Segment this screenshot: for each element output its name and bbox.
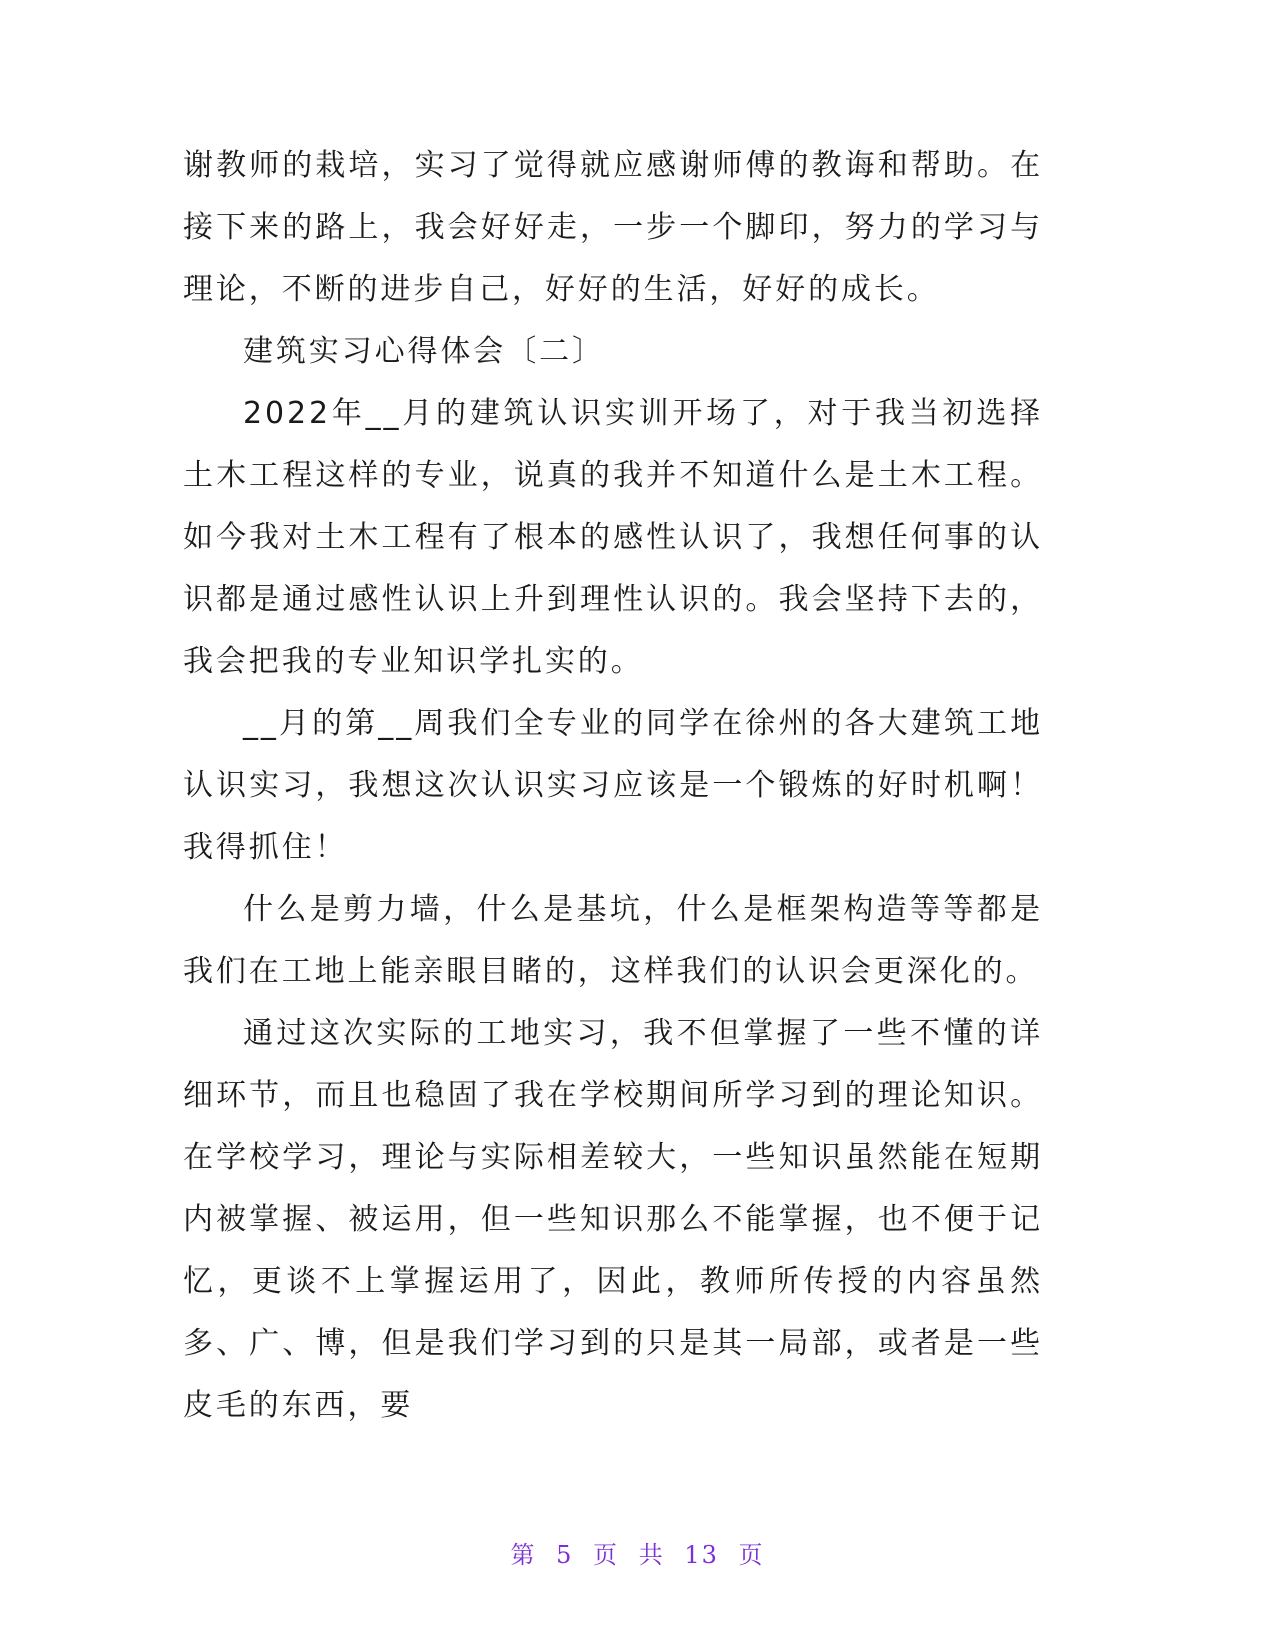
footer-current-page: 5 xyxy=(556,1541,574,1569)
footer-total-pages: 13 xyxy=(684,1541,719,1569)
paragraph-continuation: 谢教师的栽培，实习了觉得就应感谢师傅的教诲和帮助。在接下来的路上，我会好好走，一步一个脚印，努力的学习与理论，不断的进步自己，好好的生活，好好的成长。 xyxy=(183,148,1043,307)
paragraph: __月的第__周我们全专业的同学在徐州的各大建筑工地认识实习，我想这次认识实习应该是一个锻炼的好时机啊！我得抓住！ xyxy=(183,706,1043,865)
paragraph: 2022年__月的建筑认识实训开场了，对于我当初选择土木工程这样的专业，说真的我并不知道什么是土木工程。如今我对土木工程有了根本的感性认识了，我想任何事的认识都是通过感性认识上升到理性认识的。我会坚持下去的，我会把我的专业知识学扎实的。 xyxy=(183,396,1043,679)
page-footer xyxy=(0,1535,1275,1570)
paragraph: 什么是剪力墙，什么是基坑，什么是框架构造等等都是我们在工地上能亲眼目睹的，这样我们的认识会更深化的。 xyxy=(183,892,1043,989)
footer-label-total-unit: 页 xyxy=(738,1541,765,1569)
footer-label-total: 共 xyxy=(638,1541,665,1569)
footer-label-page-unit: 页 xyxy=(593,1541,620,1569)
section-heading: 建筑实习心得体会〔二〕 xyxy=(243,334,605,369)
document-body xyxy=(183,135,1043,1437)
paragraph: 通过这次实际的工地实习，我不但掌握了一些不懂的详细环节，而且也稳固了我在学校期间所学习到的理论知识。在学校学习，理论与实际相差较大，一些知识虽然能在短期内被掌握、被运用，但一些知识那么不能掌握，也不便于记忆，更谈不上掌握运用了，因此，教师所传授的内容虽然多、广、博，但是我们学习到的只是其一局部，或者是一些皮毛的东西，要 xyxy=(183,1016,1043,1423)
footer-label-page: 第 xyxy=(510,1541,537,1569)
